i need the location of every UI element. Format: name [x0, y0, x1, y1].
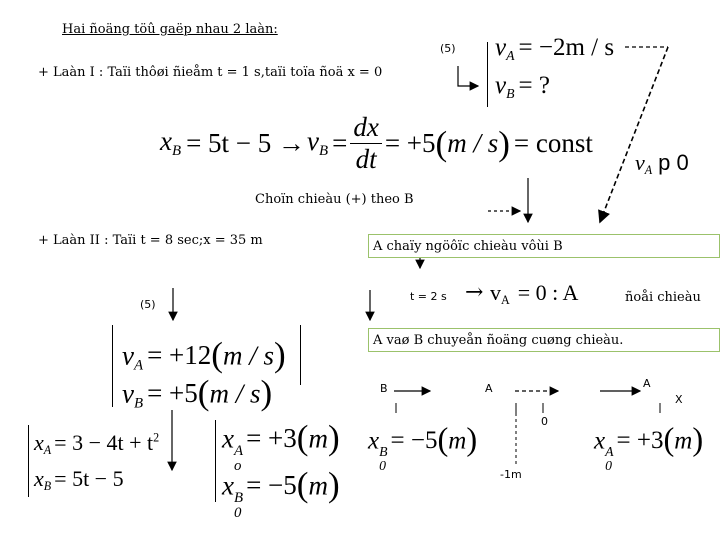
callout-opposite-direction: A chaïy ngöôïc chieàu vôùi B	[368, 234, 720, 258]
vb-derivative-equation: $x_B$ = 5t − 5 → $v_B$ = $\frac{dx}{dt}$ = +5 ( m / s ) = const	[160, 112, 593, 174]
axis-tick-minus1: -1m	[500, 468, 522, 481]
x0b-axis: x B 0 = −5(m)	[368, 422, 478, 473]
t2-arrow: →	[465, 280, 484, 305]
t2-label: t = 2 s	[410, 290, 447, 303]
axis-label-a2: A	[643, 377, 651, 390]
system-brace-4	[215, 420, 216, 502]
ref-5-top: (5)	[440, 42, 456, 55]
x0a-equation: x A o = +3(m)	[222, 418, 340, 475]
vb-first: $v_B$ = ?	[495, 72, 550, 101]
slide-title: Hai ñoäng töû gaëp nhau 2 laàn:	[62, 22, 278, 37]
axis-label-b: B	[380, 382, 388, 395]
xa-equation: $x_A = 3 - 4t + t^2$	[34, 430, 160, 458]
callout-same-direction: A vaø B chuyeån ñoäng cuøng chieàu.	[368, 328, 720, 352]
t2-va-zero: $v_A = 0$ : A	[490, 280, 579, 308]
first-meeting-label: + Laàn I : Taïi thôøi ñieåm t = 1 s,taïi toïa ñoä x = 0	[38, 65, 383, 80]
x0a-axis: x A 0 = +3(m)	[594, 422, 704, 473]
system-brace-2	[112, 325, 113, 407]
x0b-equation: x B 0 = −5(m)	[222, 465, 340, 522]
axis-label-a1: A	[485, 382, 493, 395]
system-brace-1	[487, 42, 488, 107]
va-second: $v_A = +12(m / s)$	[122, 335, 286, 374]
xb-equation: $x_B = 5t - 5$	[34, 466, 124, 494]
ref-5-second: (5)	[140, 298, 156, 311]
second-meeting-label: + Laàn II : Taïi t = 8 sec;x = 35 m	[38, 233, 263, 248]
system-brace-2-right	[300, 325, 301, 385]
vb-second: $v_B = +5(m / s)$	[122, 373, 273, 412]
system-brace-3	[28, 425, 29, 497]
va-sign: $v_A$ p 0	[635, 150, 689, 178]
va-first: $v_A = -2m / s$	[495, 34, 615, 63]
direction-note: Choïn chieàu (+) theo B	[255, 192, 414, 207]
axis-label-x: X	[675, 393, 683, 406]
t2-change-direction: ñoåi chieàu	[625, 290, 701, 305]
axis-origin: 0	[541, 415, 548, 428]
